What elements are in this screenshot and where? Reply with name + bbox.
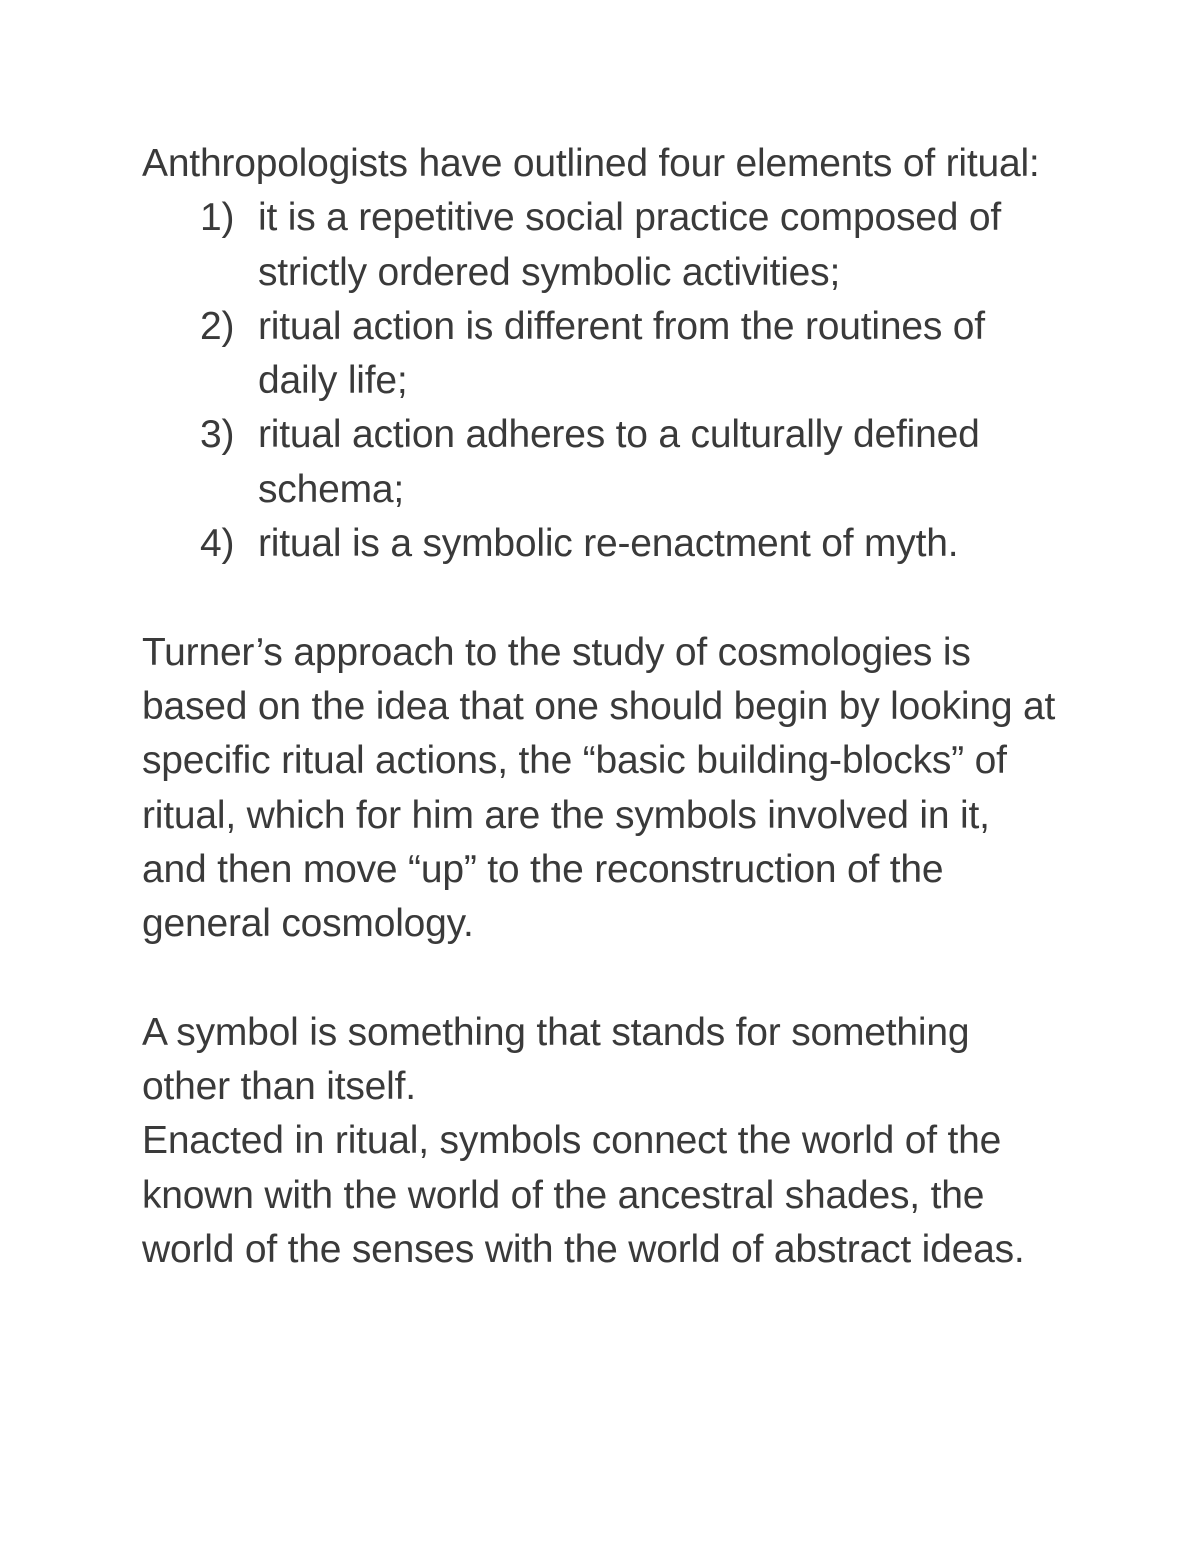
list-item-text: ritual action is different from the routines of daily life; — [258, 304, 985, 403]
list-item — [142, 408, 1062, 517]
ritual-elements-list — [142, 191, 1062, 571]
list-item-text: ritual action adheres to a culturally defined schema; — [258, 413, 980, 511]
list-item-text: it is a repetitive social practice composed of strictly ordered symbolic activities; — [258, 196, 1001, 294]
list-item-number: 4) — [200, 522, 235, 566]
turner-paragraph: Turner’s approach to the study of cosmologies is based on the idea that one should begin by looking at specific ritual actions, the “basic building-blocks” of ritual, which for him are the symbols involved in it, and then move “up” to the reconstruction of the general cosmology. — [142, 630, 1056, 946]
list-item — [142, 191, 1062, 300]
list-item-text: ritual is a symbolic re-enactment of myth. — [258, 522, 959, 566]
list-item — [142, 517, 1062, 571]
list-item-number: 2) — [200, 304, 235, 348]
symbol-definition-paragraph: A symbol is something that stands for something other than itself. — [142, 1010, 970, 1109]
paragraph-spacer — [142, 951, 1062, 1005]
document-body — [142, 137, 1062, 1277]
intro-paragraph: Anthropologists have outlined four elements of ritual: — [142, 142, 1040, 185]
symbol-ritual-paragraph: Enacted in ritual, symbols connect the world of the known with the world of the ancestral shades, the world of the senses with the world of abstract ideas. — [142, 1119, 1025, 1271]
list-item-number: 1) — [200, 196, 235, 240]
list-item — [142, 300, 1062, 409]
paragraph-spacer — [142, 571, 1062, 625]
list-item-number: 3) — [200, 413, 235, 457]
